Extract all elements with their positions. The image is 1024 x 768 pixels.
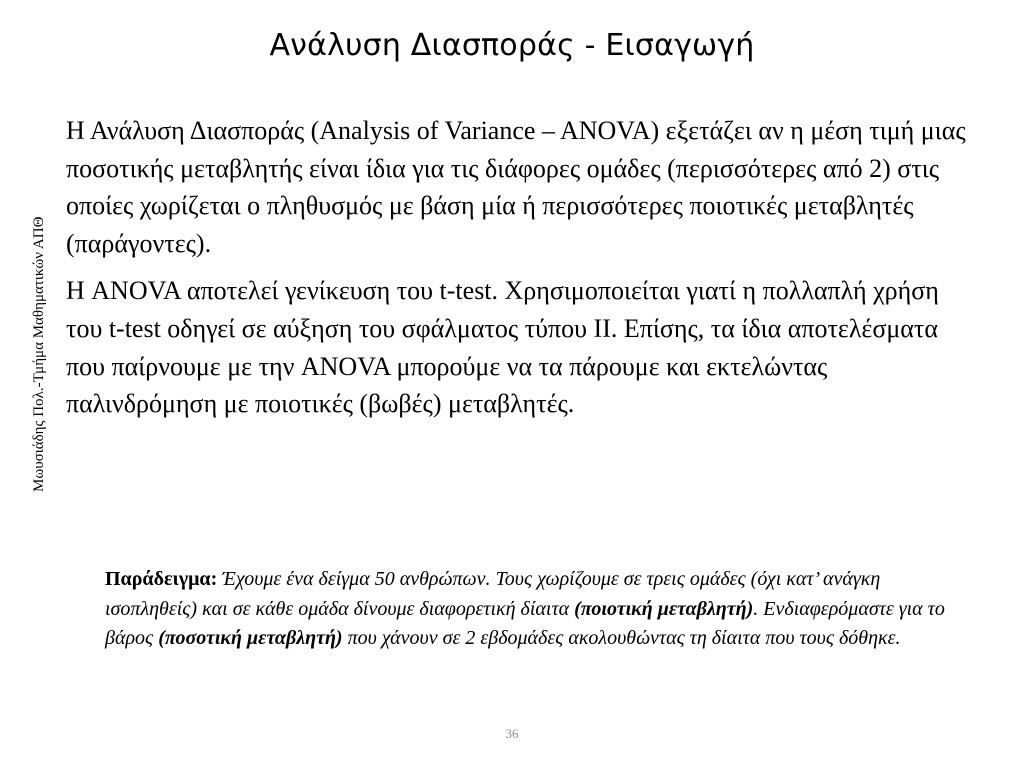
example-text-2: . Ενδιαφερόμαστε για το βάρος — [105, 597, 945, 650]
example-text-3: που χάνουν σε 2 εβδομάδες ακολουθώντας τη δίαιτα που τους δόθηκε. — [342, 627, 901, 650]
example-emphasis-qualitative: (ποιοτική μεταβλητή) — [574, 597, 754, 620]
paragraph-anova-t-test: Η ANOVA αποτελεί γενίκευση του t-test. Χρησιμοποιείται γιατί η πολλαπλή χρήση του t-test οδηγεί σε αύξηση του σφάλματος τύπου ΙΙ. Επίσης, τα ίδια αποτελέσματα που παίρνουμε με την ANOVA μπορούμε να τα πάρουμε και εκτελώντας παλινδρόμηση με ποιοτικές (βωβές) μεταβλητές. — [66, 276, 939, 419]
paragraph-anova-definition: Η Ανάλυση Διασποράς (Analysis of Variance – ANOVA) εξετάζει αν η μέση τιμή μιας ποσοτικής μεταβλητής είναι ίδια για τις διάφορες ομάδες (περισσότερες από 2) στις οποίες χωρίζεται ο πληθυσμός με βάση μία ή περισσότερες ποιοτικές μεταβλητές (παράγοντες). — [66, 116, 966, 258]
side-caption: Μωυσιάδης Πολ.-Τμήμα Μαθηματικών ΑΠΘ — [31, 216, 47, 492]
page-number: 36 — [505, 726, 519, 741]
example-text-1: Έχουμε ένα δείγμα 50 ανθρώπων. Τους χωρίζουμε σε τρεις ομάδες (όχι κατ’ ανάγκη ισοπληθείς) και σε κάθε ομάδα δίνουμε διαφορετική δίαιτα — [105, 568, 881, 620]
example-emphasis-quantitative: (ποσοτική μεταβλητή) — [158, 627, 343, 650]
slide-title: Ανάλυση Διασποράς - Εισαγωγή — [269, 28, 755, 63]
example-label: Παράδειγμα: — [105, 568, 218, 590]
example-box — [105, 565, 975, 654]
body-text — [66, 112, 978, 423]
